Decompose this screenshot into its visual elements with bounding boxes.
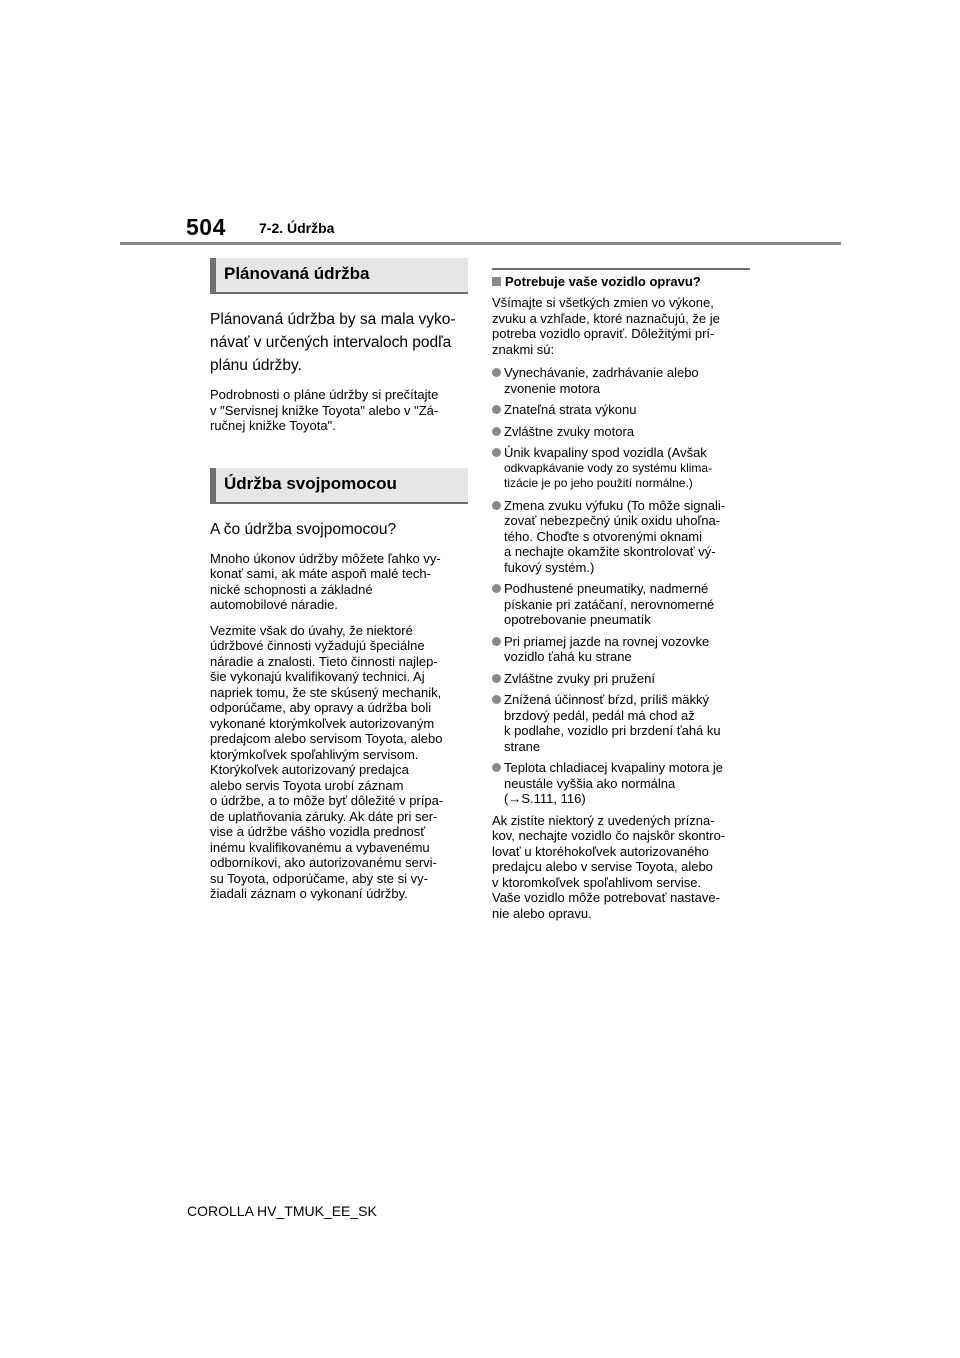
line: zovať nebezpečný únik oxidu uhoľna- bbox=[504, 513, 721, 528]
line: zvuku a vzhľade, ktoré naznačujú, že je bbox=[492, 310, 720, 326]
line: Ak zistíte niektorý z uvedených prízna- bbox=[492, 812, 715, 828]
line: zvonenie motora bbox=[504, 380, 601, 396]
list-item bbox=[492, 634, 750, 665]
lead-planned bbox=[210, 308, 468, 377]
page-number: 504 bbox=[186, 214, 226, 240]
bullet-dot-icon bbox=[492, 695, 501, 704]
line: nie alebo opravu. bbox=[492, 905, 592, 921]
line: kov, nechajte vozidlo čo najskôr skontro- bbox=[492, 828, 726, 843]
line: Vaše vozidlo môže potrebovať nastave- bbox=[492, 890, 720, 905]
line: ručnej knižke Toyota". bbox=[210, 418, 336, 433]
outro-paragraph bbox=[492, 813, 750, 922]
header-rule bbox=[120, 242, 841, 245]
bullet-dot-icon bbox=[492, 674, 501, 683]
line: vozidlo ťahá ku strane bbox=[504, 649, 632, 664]
bullet-dot-icon bbox=[492, 427, 501, 436]
subheading-needs-repair bbox=[492, 268, 750, 289]
line: de uplatňovania záruky. Ak dáte pri ser- bbox=[210, 808, 438, 824]
list-item bbox=[492, 445, 750, 492]
footer-model-code: COROLLA HV_TMUK_EE_SK bbox=[187, 1203, 377, 1219]
lead-diy: A čo údržba svojpomocou? bbox=[210, 520, 397, 538]
line: tizácie je po jeho použití normálne.) bbox=[504, 476, 693, 490]
line: predajcu alebo v servise Toyota, alebo bbox=[492, 859, 713, 874]
para-diy-tasks bbox=[210, 551, 468, 613]
page-reference-link: (→S.111, 116) bbox=[504, 791, 586, 806]
line: Všímajte si všetkých zmien vo výkone, bbox=[492, 295, 714, 310]
bullet-dot-icon bbox=[492, 763, 501, 772]
line: Podhustené pneumatiky, nadmerné bbox=[504, 581, 709, 596]
line: Znížená účinnosť bŕzd, príliš mäkký bbox=[504, 692, 710, 707]
line: napriek tomu, že ste skúsený mechanik, bbox=[210, 684, 442, 700]
line: Znateľná strata výkonu bbox=[504, 402, 637, 417]
right-column bbox=[492, 268, 750, 921]
list-item bbox=[492, 498, 750, 576]
symptom-list bbox=[492, 365, 750, 807]
line: opotrebovanie pneumatík bbox=[504, 612, 651, 627]
para-special-tools bbox=[210, 623, 468, 902]
list-item bbox=[492, 760, 750, 807]
line: brzdový pedál, pedál má chod až bbox=[504, 707, 695, 723]
list-item bbox=[492, 581, 750, 628]
heading-planned-maintenance: Plánovaná údržba bbox=[210, 258, 468, 294]
line: alebo servis Toyota urobí záznam bbox=[210, 777, 404, 793]
line: predajcom alebo servisom Toyota, alebo bbox=[210, 731, 443, 746]
line: Ktorýkoľvek autorizovaný predajca bbox=[210, 762, 409, 777]
list-item bbox=[492, 402, 750, 418]
bullet-dot-icon bbox=[492, 448, 501, 457]
line: Zmena zvuku výfuku (To môže signali- bbox=[504, 497, 726, 513]
line: Zvláštne zvuky pri pružení bbox=[504, 670, 656, 686]
line: Podrobnosti o pláne údržby si prečítajte bbox=[210, 387, 439, 402]
line: návať v určených intervaloch podľa bbox=[210, 334, 452, 351]
line: v "Servisnej knižke Toyota" alebo v "Zá- bbox=[210, 402, 439, 418]
line: k podlahe, vozidlo pri brzdení ťahá ku bbox=[504, 723, 721, 738]
line: nické schopnosti a základné bbox=[210, 581, 373, 597]
left-column bbox=[210, 258, 468, 902]
line: o údržbe, a to môže byť dôležité v prípa- bbox=[210, 793, 444, 808]
line: Zvláštne zvuky motora bbox=[504, 423, 635, 439]
bullet-dot-icon bbox=[492, 501, 501, 510]
line: žiadali záznam o vykonaní údržby. bbox=[210, 886, 408, 901]
line: tého. Choďte s otvorenými oknami bbox=[504, 528, 703, 544]
line: strane bbox=[504, 738, 541, 754]
line: odporúčame, aby opravy a údržba boli bbox=[210, 700, 432, 715]
bullet-dot-icon bbox=[492, 368, 501, 377]
line: neustále vyššia ako normálna bbox=[504, 775, 676, 791]
line: inému kvalifikovanému a vybavenému bbox=[210, 839, 430, 855]
line: Vezmite však do úvahy, že niektoré bbox=[210, 622, 413, 638]
line: vise a údržbe vášho vozidla prednosť bbox=[210, 824, 426, 839]
section-label: 7-2. Údržba bbox=[259, 220, 335, 236]
square-bullet-icon bbox=[492, 277, 501, 286]
line: Teplota chladiacej kvapaliny motora je bbox=[504, 760, 723, 775]
line: Únik kvapaliny spod vozidla (Avšak bbox=[504, 445, 707, 460]
list-item bbox=[492, 365, 750, 396]
line: v ktoromkoľvek spoľahlivom servise. bbox=[492, 874, 702, 890]
line: Plánovaná údržba by sa mala vyko- bbox=[210, 311, 456, 328]
intro-paragraph bbox=[492, 295, 750, 357]
line: ktorýmkoľvek spoľahlivým servisom. bbox=[210, 746, 419, 762]
line: plánu údržby. bbox=[210, 357, 302, 374]
line: Pri priamej jazde na rovnej vozovke bbox=[504, 633, 710, 649]
para-service-book bbox=[210, 387, 468, 434]
line: znakmi sú: bbox=[492, 341, 555, 357]
line: odborníkovi, ako autorizovanému servi- bbox=[210, 855, 437, 870]
list-item bbox=[492, 424, 750, 440]
list-item bbox=[492, 692, 750, 754]
bullet-dot-icon bbox=[492, 405, 501, 414]
line: Vynechávanie, zadrhávanie alebo bbox=[504, 365, 699, 380]
line: su Toyota, odporúčame, aby ste si vy- bbox=[210, 870, 428, 886]
line: konať sami, ak máte aspoň malé tech- bbox=[210, 566, 431, 581]
line: automobilové náradie. bbox=[210, 597, 338, 612]
subheading-text: Potrebuje vaše vozidlo opravu? bbox=[505, 274, 701, 289]
line: pískanie pri zatáčaní, nerovnomerné bbox=[504, 596, 715, 612]
line: vykonané ktorýmkoľvek autorizovaným bbox=[210, 715, 435, 731]
line: šie vykonajú kvalifikovaný technici. Aj bbox=[210, 669, 425, 684]
heading-diy-maintenance: Údržba svojpomocou bbox=[210, 468, 468, 504]
line: Mnoho úkonov údržby môžete ľahko vy- bbox=[210, 550, 441, 566]
line: fukový systém.) bbox=[504, 559, 595, 575]
line: odkvapkávanie vody zo systému klima- bbox=[504, 460, 713, 475]
list-item bbox=[492, 671, 750, 687]
line: lovať u ktoréhokoľvek autorizovaného bbox=[492, 843, 709, 859]
bullet-dot-icon bbox=[492, 637, 501, 646]
bullet-dot-icon bbox=[492, 584, 501, 593]
line: náradie a znalosti. Tieto činnosti najlep- bbox=[210, 653, 438, 669]
line: a nechajte okamžite skontrolovať vý- bbox=[504, 544, 716, 559]
line: údržbové činnosti vyžadujú špeciálne bbox=[210, 638, 425, 653]
line: potreba vozidlo opraviť. Dôležitými prí- bbox=[492, 326, 715, 341]
